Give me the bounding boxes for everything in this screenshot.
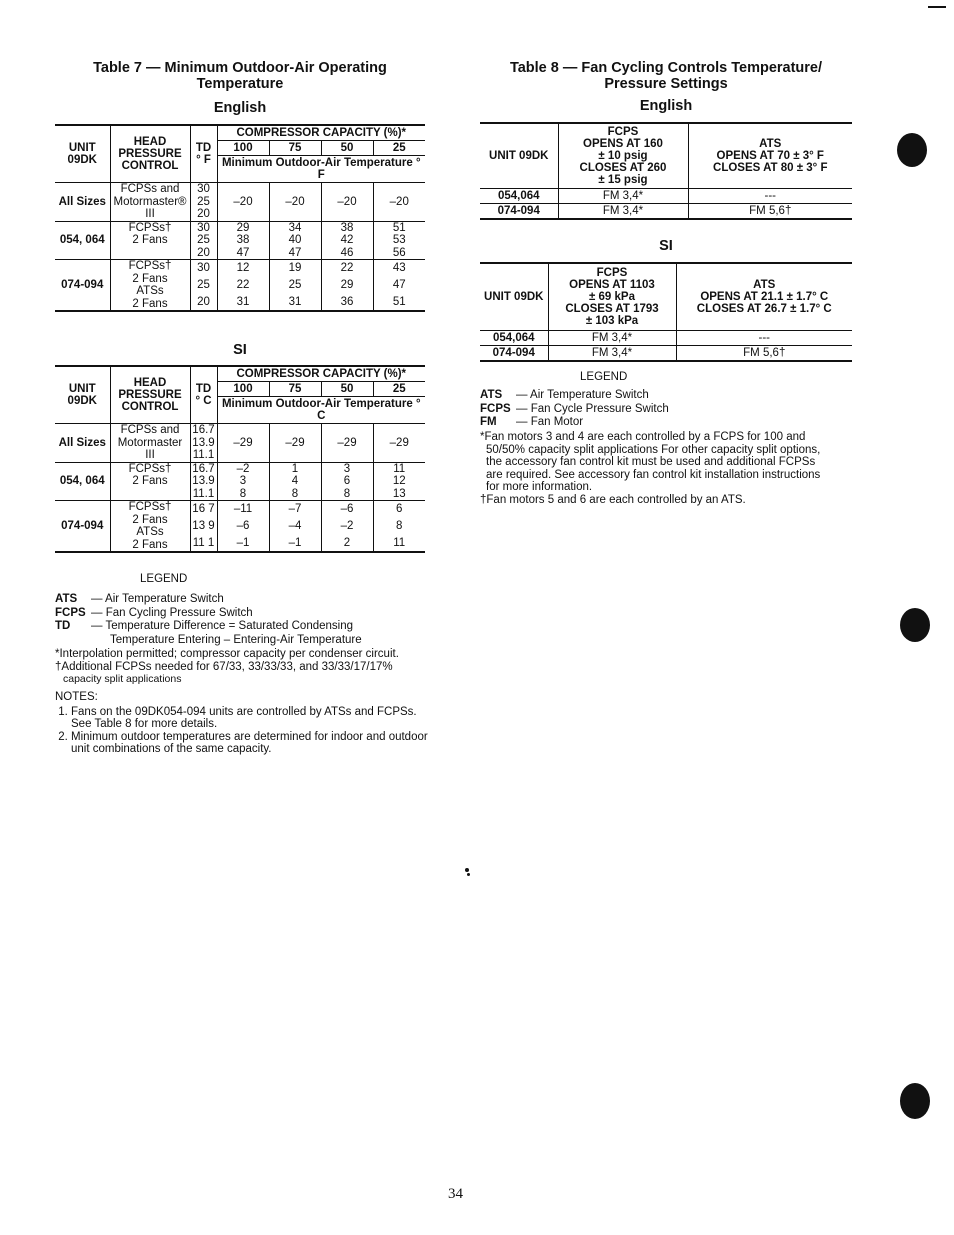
value-cell: 34 40 47 [269,221,321,260]
table7-si-subtitle: SI [233,342,247,358]
header-fcps: FCPS OPENS AT 160 ± 10 psig CLOSES AT 260 ± 15 psig [558,123,688,189]
table8-si [480,262,852,362]
header-min-outdoor-air-temp: Minimum Outdoor-Air Temperature ° C [217,397,425,424]
td-cell: 16.7 13.9 11.1 [190,462,217,501]
value-cell: –29 [269,424,321,463]
header-capacity: 50 [321,382,373,397]
page-number: 34 [448,1186,463,1202]
legend-item: FCPS — Fan Cycling Pressure Switch [55,606,253,619]
header-unit: UNIT 09DK [55,125,110,183]
header-head-pressure-control: HEAD PRESSURE CONTROL [110,125,190,183]
binder-hole [900,1083,930,1119]
header-unit: UNIT 09DK [480,263,548,331]
header-td: TD ° F [190,125,217,183]
value-cell: 22 29 36 [321,260,373,312]
table8-si-subtitle: SI [659,238,673,254]
fcps-cell: FM 3,4* [558,189,688,204]
td-cell: 30 25 20 [190,183,217,222]
td-cell: 16 7 13 9 11 1 [190,501,217,553]
unit-cell: 054, 064 [55,462,110,501]
speck [465,868,469,872]
value-cell: 1 4 8 [269,462,321,501]
note-item: 1. Fans on the 09DK054-094 units are controlled by ATSs and FCPSs. See Table 8 for more details. [71,706,430,731]
header-compressor-capacity: COMPRESSOR CAPACITY (%)* [217,366,425,382]
value-cell: 51 53 56 [373,221,425,260]
unit-cell: 054,064 [480,331,548,346]
table7-legend: ATS — Air Temperature Switch FCPS — Fan Cycling Pressure Switch TD — Temperature Difference = Saturated Condensing Temperature Entering – Entering-Air Temperature [55,593,435,647]
unit-cell: 074-094 [55,501,110,553]
unit-cell: 074-094 [480,346,548,362]
value-cell: –20 [217,183,269,222]
value-cell: –29 [321,424,373,463]
legend-item: ATS — Air Temperature Switch [480,389,649,401]
value-cell: –29 [373,424,425,463]
table7-notes: NOTES: 1. Fans on the 09DK054-094 units are controlled by ATSs and FCPSs. See Table 8 for more details. 2. Minimum outdoor temperatures are determined for indoor and outdoor unit combinations of the same capacity. [55,691,430,756]
legend-item: FM — Fan Motor [480,416,584,428]
header-capacity: 50 [321,141,373,156]
table-row [55,424,425,463]
unit-cell: All Sizes [55,183,110,222]
control-cell: FCPSs† 2 Fans ATSs 2 Fans [110,501,190,553]
header-capacity: 100 [217,141,269,156]
unit-cell: All Sizes [55,424,110,463]
binder-hole [900,608,930,642]
value-cell: –29 [217,424,269,463]
value-cell: –11 –6 –1 [217,501,269,553]
fcps-cell: FM 3,4* [548,331,676,346]
ats-cell: --- [676,331,852,346]
value-cell: 3 6 8 [321,462,373,501]
table-row [480,189,852,204]
header-capacity: 25 [373,382,425,397]
value-cell: –20 [269,183,321,222]
value-cell: 6 8 11 [373,501,425,553]
value-cell: 43 47 51 [373,260,425,312]
table-row [55,462,425,501]
table7-footnotes: *Interpolation permitted; compressor capacity per condenser circuit. †Additional FCPSs needed for 67/33, 33/33/33, and 33/33/17/17% capacity split applications [55,648,399,685]
value-cell: –7 –4 –1 [269,501,321,553]
control-cell: FCPSs† 2 Fans [110,462,190,501]
fcps-cell: FM 3,4* [548,346,676,362]
td-cell: 30 25 20 [190,260,217,312]
scan-mark [928,6,946,8]
ats-cell: FM 5,6† [676,346,852,362]
value-cell: 12 22 31 [217,260,269,312]
value-cell: 29 38 47 [217,221,269,260]
header-capacity: 75 [269,382,321,397]
value-cell: –20 [373,183,425,222]
table7-english-subtitle: English [213,100,267,116]
control-cell: FCPSs† 2 Fans ATSs 2 Fans [110,260,190,312]
unit-cell: 074-094 [480,204,558,220]
table7-legend-title: LEGEND [140,573,188,585]
legend-item: FCPS — Fan Cycle Pressure Switch [480,402,669,415]
fcps-cell: FM 3,4* [558,204,688,220]
speck [467,873,470,876]
header-unit: UNIT 09DK [480,123,558,189]
table7-english [55,124,425,312]
table-row [55,260,425,312]
td-cell: 30 25 20 [190,221,217,260]
header-min-outdoor-air-temp: Minimum Outdoor-Air Temperature ° F [217,156,425,183]
value-cell: 11 12 13 [373,462,425,501]
note-item: 2. Minimum outdoor temperatures are determined for indoor and outdoor unit combinations of the same capacity. [71,731,430,756]
value-cell: –2 3 8 [217,462,269,501]
table-row [480,331,852,346]
value-cell: 38 42 46 [321,221,373,260]
table-row [55,221,425,260]
header-capacity: 100 [217,382,269,397]
ats-cell: --- [688,189,852,204]
value-cell: –6 –2 2 [321,501,373,553]
value-cell: –20 [321,183,373,222]
table-row [480,346,852,362]
td-cell: 16.7 13.9 11.1 [190,424,217,463]
header-capacity: 25 [373,141,425,156]
header-ats: ATS OPENS AT 21.1 ± 1.7° C CLOSES AT 26.7 ± 1.7° C [676,263,852,331]
binder-hole [897,133,927,167]
unit-cell: 074-094 [55,260,110,312]
header-ats: ATS OPENS AT 70 ± 3° F CLOSES AT 80 ± 3° F [688,123,852,189]
control-cell: FCPSs† 2 Fans [110,221,190,260]
header-head-pressure-control: HEAD PRESSURE CONTROL [110,366,190,424]
value-cell: 19 25 31 [269,260,321,312]
header-compressor-capacity: COMPRESSOR CAPACITY (%)* [217,125,425,141]
table8-caption: Table 8 — Fan Cycling Controls Temperature/ Pressure Settings [509,60,823,92]
table-row [55,501,425,553]
legend-item: ATS — Air Temperature Switch [55,593,224,605]
ats-cell: FM 5,6† [688,204,852,220]
control-cell: FCPSs and Motormaster III [110,424,190,463]
header-fcps: FCPS OPENS AT 1103 ± 69 kPa CLOSES AT 1793 ± 103 kPa [548,263,676,331]
header-unit: UNIT 09DK [55,366,110,424]
table7-si [55,365,425,553]
table8-english [480,122,852,220]
header-td: TD ° C [190,366,217,424]
header-capacity: 75 [269,141,321,156]
table-row [55,183,425,222]
unit-cell: 054,064 [480,189,558,204]
legend-item: TD — Temperature Difference = Saturated Condensing [55,620,353,632]
table7-caption: Table 7 — Minimum Outdoor-Air Operating Temperature [93,60,387,92]
table-row [480,204,852,220]
unit-cell: 054, 064 [55,221,110,260]
control-cell: FCPSs and Motormaster® III [110,183,190,222]
table8-footnotes: *Fan motors 3 and 4 are each controlled by a FCPS for 100 and 50/50% capacity split applications For other capacity split options, the accessory fan control kit must be used and additional FCPSs are required. See accessory fan control kit installation instructions for more information. †Fan motors 5 and 6 are each controlled by an ATS. [480,431,821,506]
table8-english-subtitle: English [639,98,693,114]
table8-legend-title: LEGEND [580,371,628,383]
table8-legend [480,389,852,430]
